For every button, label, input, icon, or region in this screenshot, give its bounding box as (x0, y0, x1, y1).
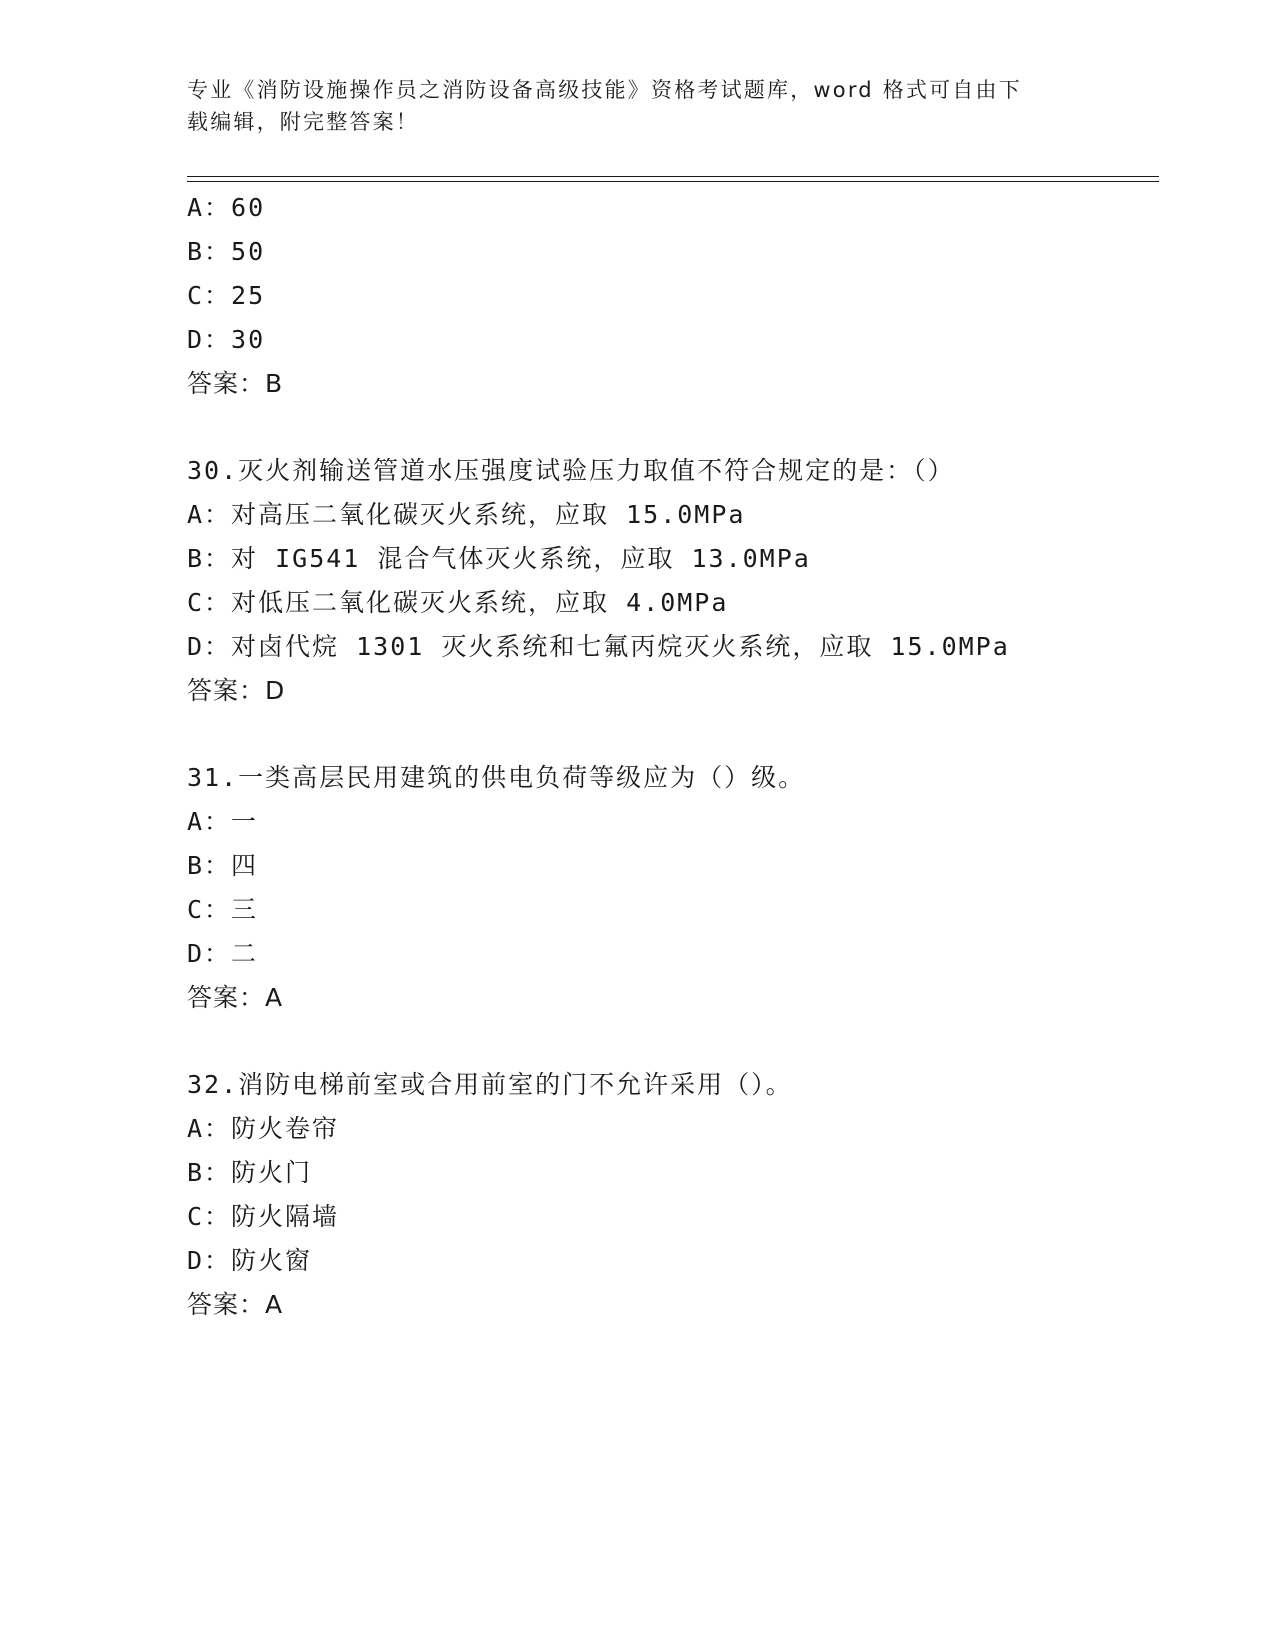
q30-stem: 30.灭火剂输送管道水压强度试验压力取值不符合规定的是：（） (187, 456, 955, 485)
q32-answer: 答案：A (187, 1290, 284, 1319)
document-header (187, 74, 1067, 138)
q32-stem: 32.消防电梯前室或合用前室的门不允许采用（）。 (187, 1070, 793, 1099)
q30-option-d: D：对卤代烷 1301 灭火系统和七氟丙烷灭火系统，应取 15.0MPa (187, 632, 1010, 661)
q29-answer: 答案：B (187, 369, 284, 398)
q29-option-c: C：25 (187, 281, 266, 310)
q30-answer: 答案：D (187, 676, 286, 705)
q30-option-c: C：对低压二氧化碳灭火系统，应取 4.0MPa (187, 588, 729, 617)
q32-option-c: C：防火隔墙 (187, 1202, 340, 1231)
q29-option-d: D：30 (187, 325, 266, 354)
q30-option-a: A：对高压二氧化碳灭火系统，应取 15.0MPa (187, 500, 746, 529)
q32-option-b: B：防火门 (187, 1158, 313, 1187)
q31-option-b: B：四 (187, 851, 259, 880)
header-line-1: 专业《消防设施操作员之消防设备高级技能》资格考试题库，word 格式可自由下 (187, 78, 1022, 102)
q32-option-d: D：防火窗 (187, 1246, 313, 1275)
header-divider-top (187, 176, 1159, 177)
q31-answer: 答案：A (187, 983, 284, 1012)
q29-option-a: A：60 (187, 193, 266, 222)
q29-option-b: B：50 (187, 237, 266, 266)
q31-option-c: C：三 (187, 895, 259, 924)
q31-option-a: A：一 (187, 807, 259, 836)
q31-option-d: D：二 (187, 939, 259, 968)
header-divider-bottom (187, 181, 1159, 182)
q32-option-a: A：防火卷帘 (187, 1114, 340, 1143)
q31-stem: 31.一类高层民用建筑的供电负荷等级应为（）级。 (187, 763, 806, 792)
q30-option-b: B：对 IG541 混合气体灭火系统，应取 13.0MPa (187, 544, 811, 573)
header-line-2: 载编辑，附完整答案！ (187, 110, 419, 134)
